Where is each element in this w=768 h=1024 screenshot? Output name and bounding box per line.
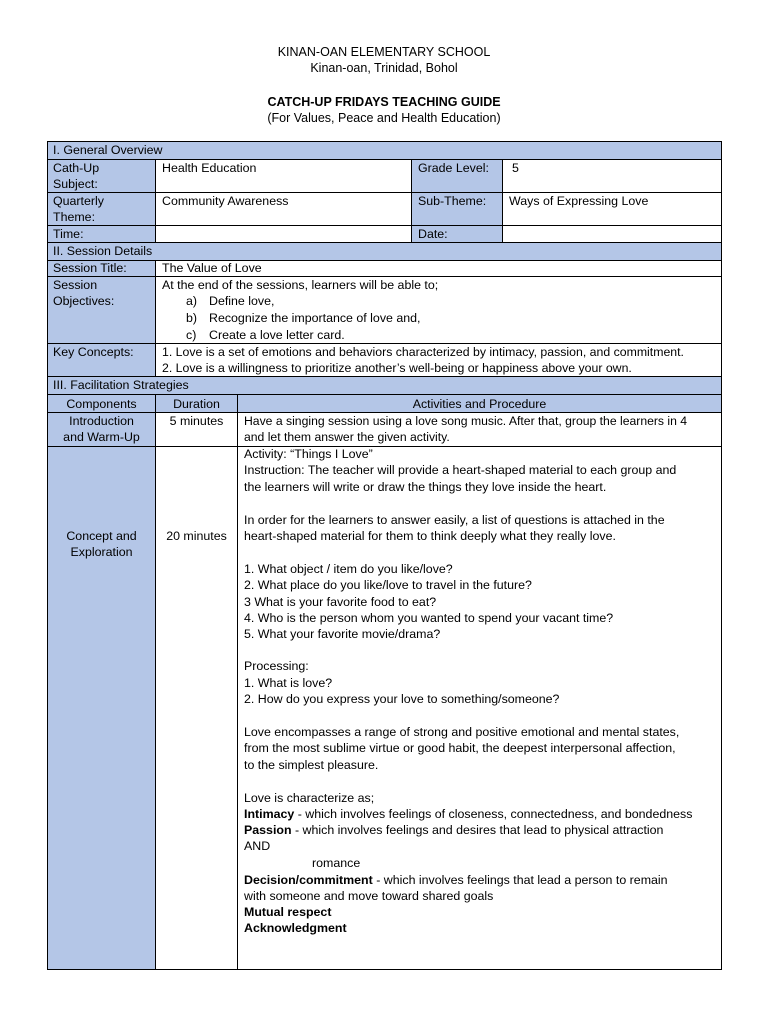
- passion-line: [244, 822, 663, 839]
- objectives-intro: At the end of the sessions, learners will be able to;: [162, 278, 439, 292]
- theme-value: Community Awareness: [162, 194, 289, 208]
- and-text: AND: [244, 839, 271, 853]
- intro-activity-line: and let them answer the given activity.: [244, 430, 450, 444]
- subject-label-line1: Cath-Up: [53, 161, 100, 175]
- subtheme-value: Ways of Expressing Love: [509, 194, 649, 208]
- intro-component-line2: and Warm-Up: [63, 430, 140, 444]
- question-item: 2. What place do you like/love to travel in the future?: [244, 578, 532, 592]
- objective-text: Define love,: [209, 294, 275, 308]
- love-definition-line: to the simplest pleasure.: [244, 758, 379, 772]
- theme-label-line2: Theme:: [53, 210, 96, 224]
- key-concept-item: 1. Love is a set of emotions and behaviors characterized by intimacy, passion, and commitment.: [162, 345, 684, 359]
- objective-letter: b): [186, 311, 198, 325]
- objectives-label-line1: Session: [53, 278, 98, 292]
- school-name: KINAN-OAN ELEMENTARY SCHOOL: [277, 45, 491, 59]
- objective-text: Recognize the importance of love and,: [209, 311, 421, 325]
- processing-heading: Processing:: [244, 659, 309, 673]
- concept-component-line2: Exploration: [70, 545, 133, 559]
- characterize-heading: Love is characterize as;: [244, 791, 375, 805]
- document-title: CATCH-UP FRIDAYS TEACHING GUIDE: [267, 95, 501, 109]
- key-concept-item: 2. Love is a willingness to prioritize another’s well-being or happiness above your own.: [162, 361, 632, 375]
- decision-text: - which involves feelings that lead a person to remain: [372, 873, 668, 887]
- section-title-facilitation: III. Facilitation Strategies: [53, 378, 189, 392]
- activity-line: the learners will write or draw the things they love inside the heart.: [244, 480, 607, 494]
- activity-line: In order for the learners to answer easily, a list of questions is attached in the: [244, 513, 665, 527]
- decision-line-2: with someone and move toward shared goals: [244, 889, 494, 903]
- column-header-activities: Activities and Procedure: [412, 397, 547, 411]
- decision-term: Decision/commitment: [244, 873, 373, 887]
- question-item: 3 What is your favorite food to eat?: [244, 595, 437, 609]
- passion-text: - which involves feelings and desires that lead to physical attraction: [291, 823, 664, 837]
- grade-level-value: 5: [512, 161, 519, 175]
- activity-line: Instruction: The teacher will provide a heart-shaped material to each group and: [244, 463, 677, 477]
- objective-letter: c): [186, 328, 197, 342]
- session-title-label: Session Title:: [53, 261, 127, 275]
- key-concepts-label: Key Concepts:: [53, 345, 134, 359]
- love-definition-line: from the most sublime virtue or good habit, the deepest interpersonal affection,: [244, 741, 676, 755]
- intro-duration: 5 minutes: [169, 414, 224, 428]
- document-subtitle: (For Values, Peace and Health Education): [267, 111, 501, 125]
- mutual-respect: Mutual respect: [244, 905, 332, 919]
- column-header-components: Components: [66, 397, 137, 411]
- section-title-session: II. Session Details: [53, 244, 153, 258]
- subtheme-label: Sub-Theme:: [418, 194, 487, 208]
- concept-duration: 20 minutes: [166, 529, 227, 543]
- question-item: 1. What object / item do you like/love?: [244, 562, 453, 576]
- intro-activity-line: Have a singing session using a love song music. After that, group the learners in 4: [244, 414, 688, 428]
- theme-label-line1: Quarterly: [53, 194, 104, 208]
- date-label: Date:: [418, 227, 448, 241]
- subject-value: Health Education: [162, 161, 257, 175]
- processing-item: 2. How do you express your love to something/someone?: [244, 692, 560, 706]
- decision-line: [244, 872, 668, 889]
- school-address: Kinan-oan, Trinidad, Bohol: [310, 61, 458, 75]
- objective-letter: a): [186, 294, 198, 308]
- processing-item: 1. What is love?: [244, 676, 333, 690]
- objectives-label-line2: Objectives:: [53, 294, 115, 308]
- question-item: 4. Who is the person whom you wanted to spend your vacant time?: [244, 611, 614, 625]
- intimacy-term: Intimacy: [244, 807, 295, 821]
- activity-line: heart-shaped material for them to think deeply what they really love.: [244, 529, 616, 543]
- objective-text: Create a love letter card.: [209, 328, 345, 342]
- love-definition-line: Love encompasses a range of strong and positive emotional and mental states,: [244, 725, 680, 739]
- question-item: 5. What your favorite movie/drama?: [244, 627, 441, 641]
- concept-component-line1: Concept and: [66, 529, 137, 543]
- subject-label-line2: Subject:: [53, 177, 98, 191]
- acknowledgment: Acknowledgment: [244, 921, 347, 935]
- romance-text: romance: [312, 856, 361, 870]
- section-title-overview: I. General Overview: [53, 143, 163, 157]
- grade-level-label: Grade Level:: [418, 161, 489, 175]
- components-column-band: [48, 413, 155, 969]
- activity-line: Activity: “Things I Love”: [244, 447, 373, 461]
- intro-component-line1: Introduction: [69, 414, 134, 428]
- time-label: Time:: [53, 227, 84, 241]
- passion-term: Passion: [244, 823, 292, 837]
- intimacy-text: - which involves feelings of closeness, connectedness, and bondedness: [294, 807, 693, 821]
- column-header-duration: Duration: [173, 397, 220, 411]
- session-title-value: The Value of Love: [162, 261, 262, 275]
- intimacy-line: [244, 806, 692, 823]
